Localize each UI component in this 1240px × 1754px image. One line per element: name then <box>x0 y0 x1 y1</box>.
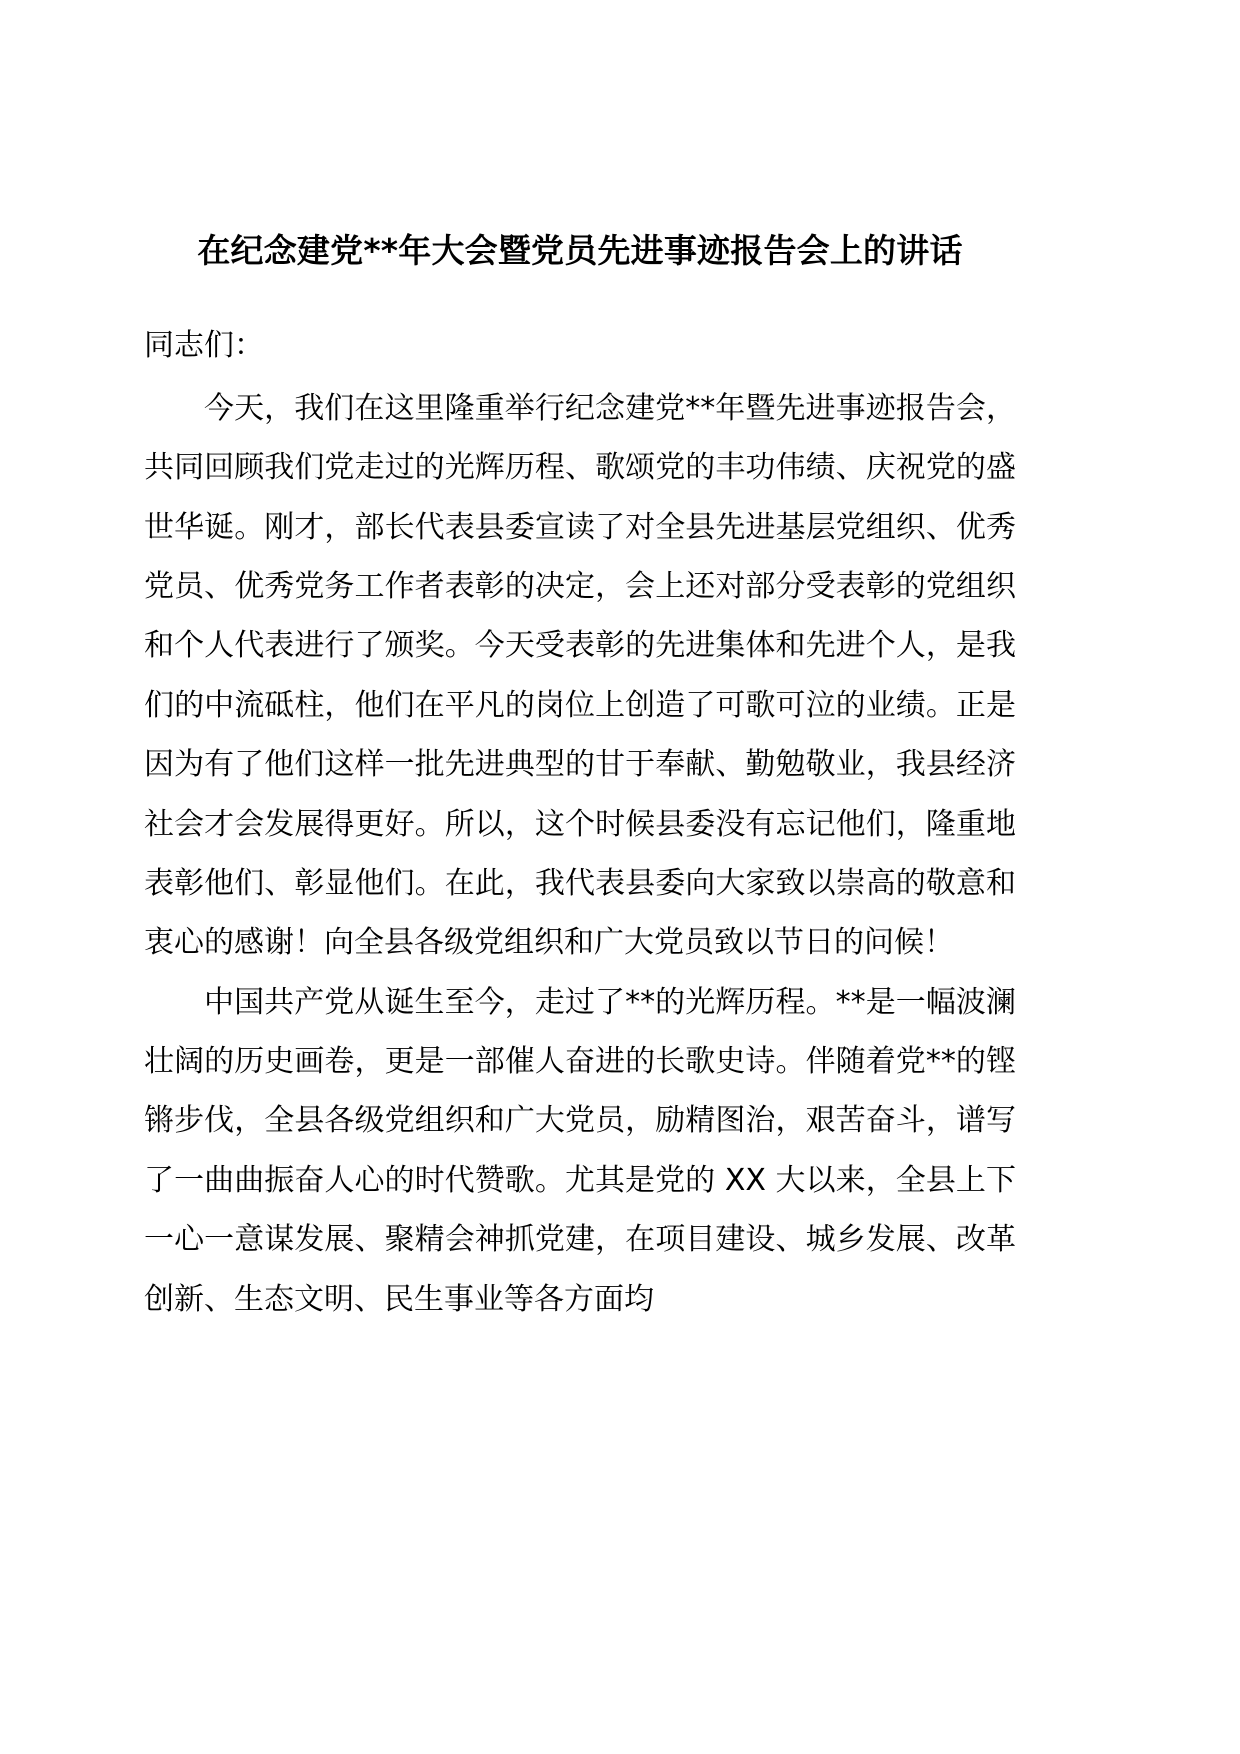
page-title: 在纪念建党**年大会暨党员先进事迹报告会上的讲话 <box>197 231 963 270</box>
body-paragraph-2: 中国共产党从诞生至今，走过了**的光辉历程。**是一幅波澜壮阔的历史画卷，更是一部催人奋进的长歌史诗。伴随着党**的铿锵步伐，全县各级党组织和广大党员，励精图治，艰苦奋斗，谱写了一曲曲振奋人心的时代赞歌。尤其是党的 XX 大以来，全县上下一心一意谋发展、聚精会神抓党建，在项目建设、城乡发展、改革创新、生态文明、民生事业等各方面均 <box>144 984 1016 1317</box>
body-paragraph-1: 今天，我们在这里隆重举行纪念建党**年暨先进事迹报告会，共同回顾我们党走过的光辉历程、歌颂党的丰功伟绩、庆祝党的盛世华诞。刚才，部长代表县委宣读了对全县先进基层党组织、优秀党员、优秀党务工作者表彰的决定，会上还对部分受表彰的党组织和个人代表进行了颁奖。今天受表彰的先进集体和先进个人，是我们的中流砥柱，他们在平凡的岗位上创造了可歌可泣的业绩。正是因为有了他们这样一批先进典型的甘于奉献、勤勉敬业，我县经济社会才会发展得更好。所以，这个时候县委没有忘记他们，隆重地表彰他们、彰显他们。在此，我代表县委向大家致以崇高的敬意和衷心的感谢！向全县各级党组织和广大党员致以节日的问候！ <box>144 390 1016 961</box>
document-body <box>144 228 1016 1329</box>
salutation: 同志们： <box>144 328 264 364</box>
